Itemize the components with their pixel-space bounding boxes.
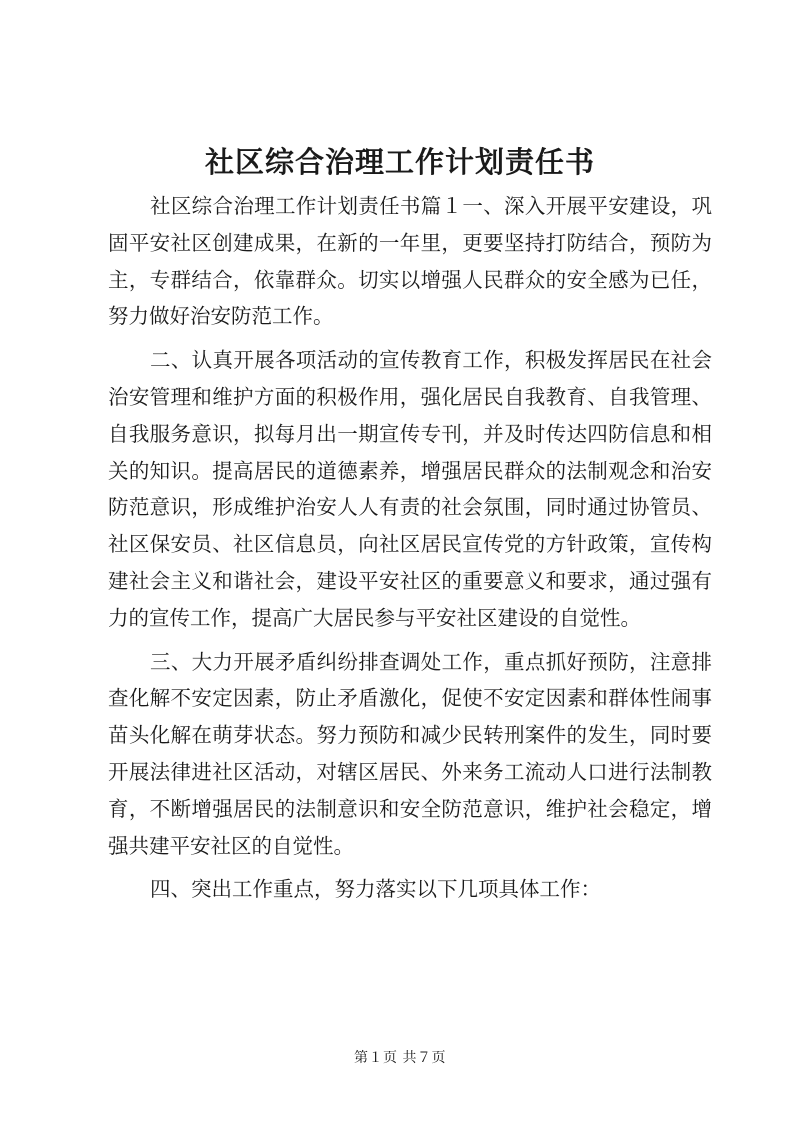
document-title: 社区综合治理工作计划责任书 xyxy=(204,145,595,179)
paragraph-1: 社区综合治理工作计划责任书篇１一、深入开展平安建设，巩固平安社区创建成果，在新的一年里，更要坚持打防结合，预防为主，专群结合，依靠群众。切实以增强人民群众的安全感为已任，努力做好治安防范工作。 xyxy=(108,194,712,329)
paragraph-4: 四、突出工作重点，努力落实以下几项具体工作： xyxy=(150,877,602,902)
document-body xyxy=(108,188,712,915)
paragraph-2: 二、认真开展各项活动的宣传教育工作，积极发挥居民在社会治安管理和维护方面的积极作用，强化居民自我教育、自我管理、自我服务意识，拟每月出一期宣传专刊，并及时传达四防信息和相关的知识。提高居民的道德素养，增强居民群众的法制观念和治安防范意识，形成维护治安人人有责的社会氛围，同时通过协管员、社区保安员、社区信息员，向社区居民宣传党的方针政策，宣传构建社会主义和谐社会，建设平安社区的重要意义和要求，通过强有力的宣传工作，提高广大居民参与平安社区建设的自觉性。 xyxy=(108,348,712,630)
page-number-footer: 第１页 共７页 xyxy=(354,1050,446,1066)
paragraph-3: 三、大力开展矛盾纠纷排查调处工作，重点抓好预防，注意排查化解不安定因素，防止矛盾激化，促使不安定因素和群体性闹事苗头化解在萌芽状态。努力预防和减少民转刑案件的发生，同时要开展法律进社区活动，对辖区居民、外来务工流动人口进行法制教育，不断增强居民的法制意识和安全防范意识，维护社会稳定，增强共建平安社区的自觉性。 xyxy=(108,649,712,858)
